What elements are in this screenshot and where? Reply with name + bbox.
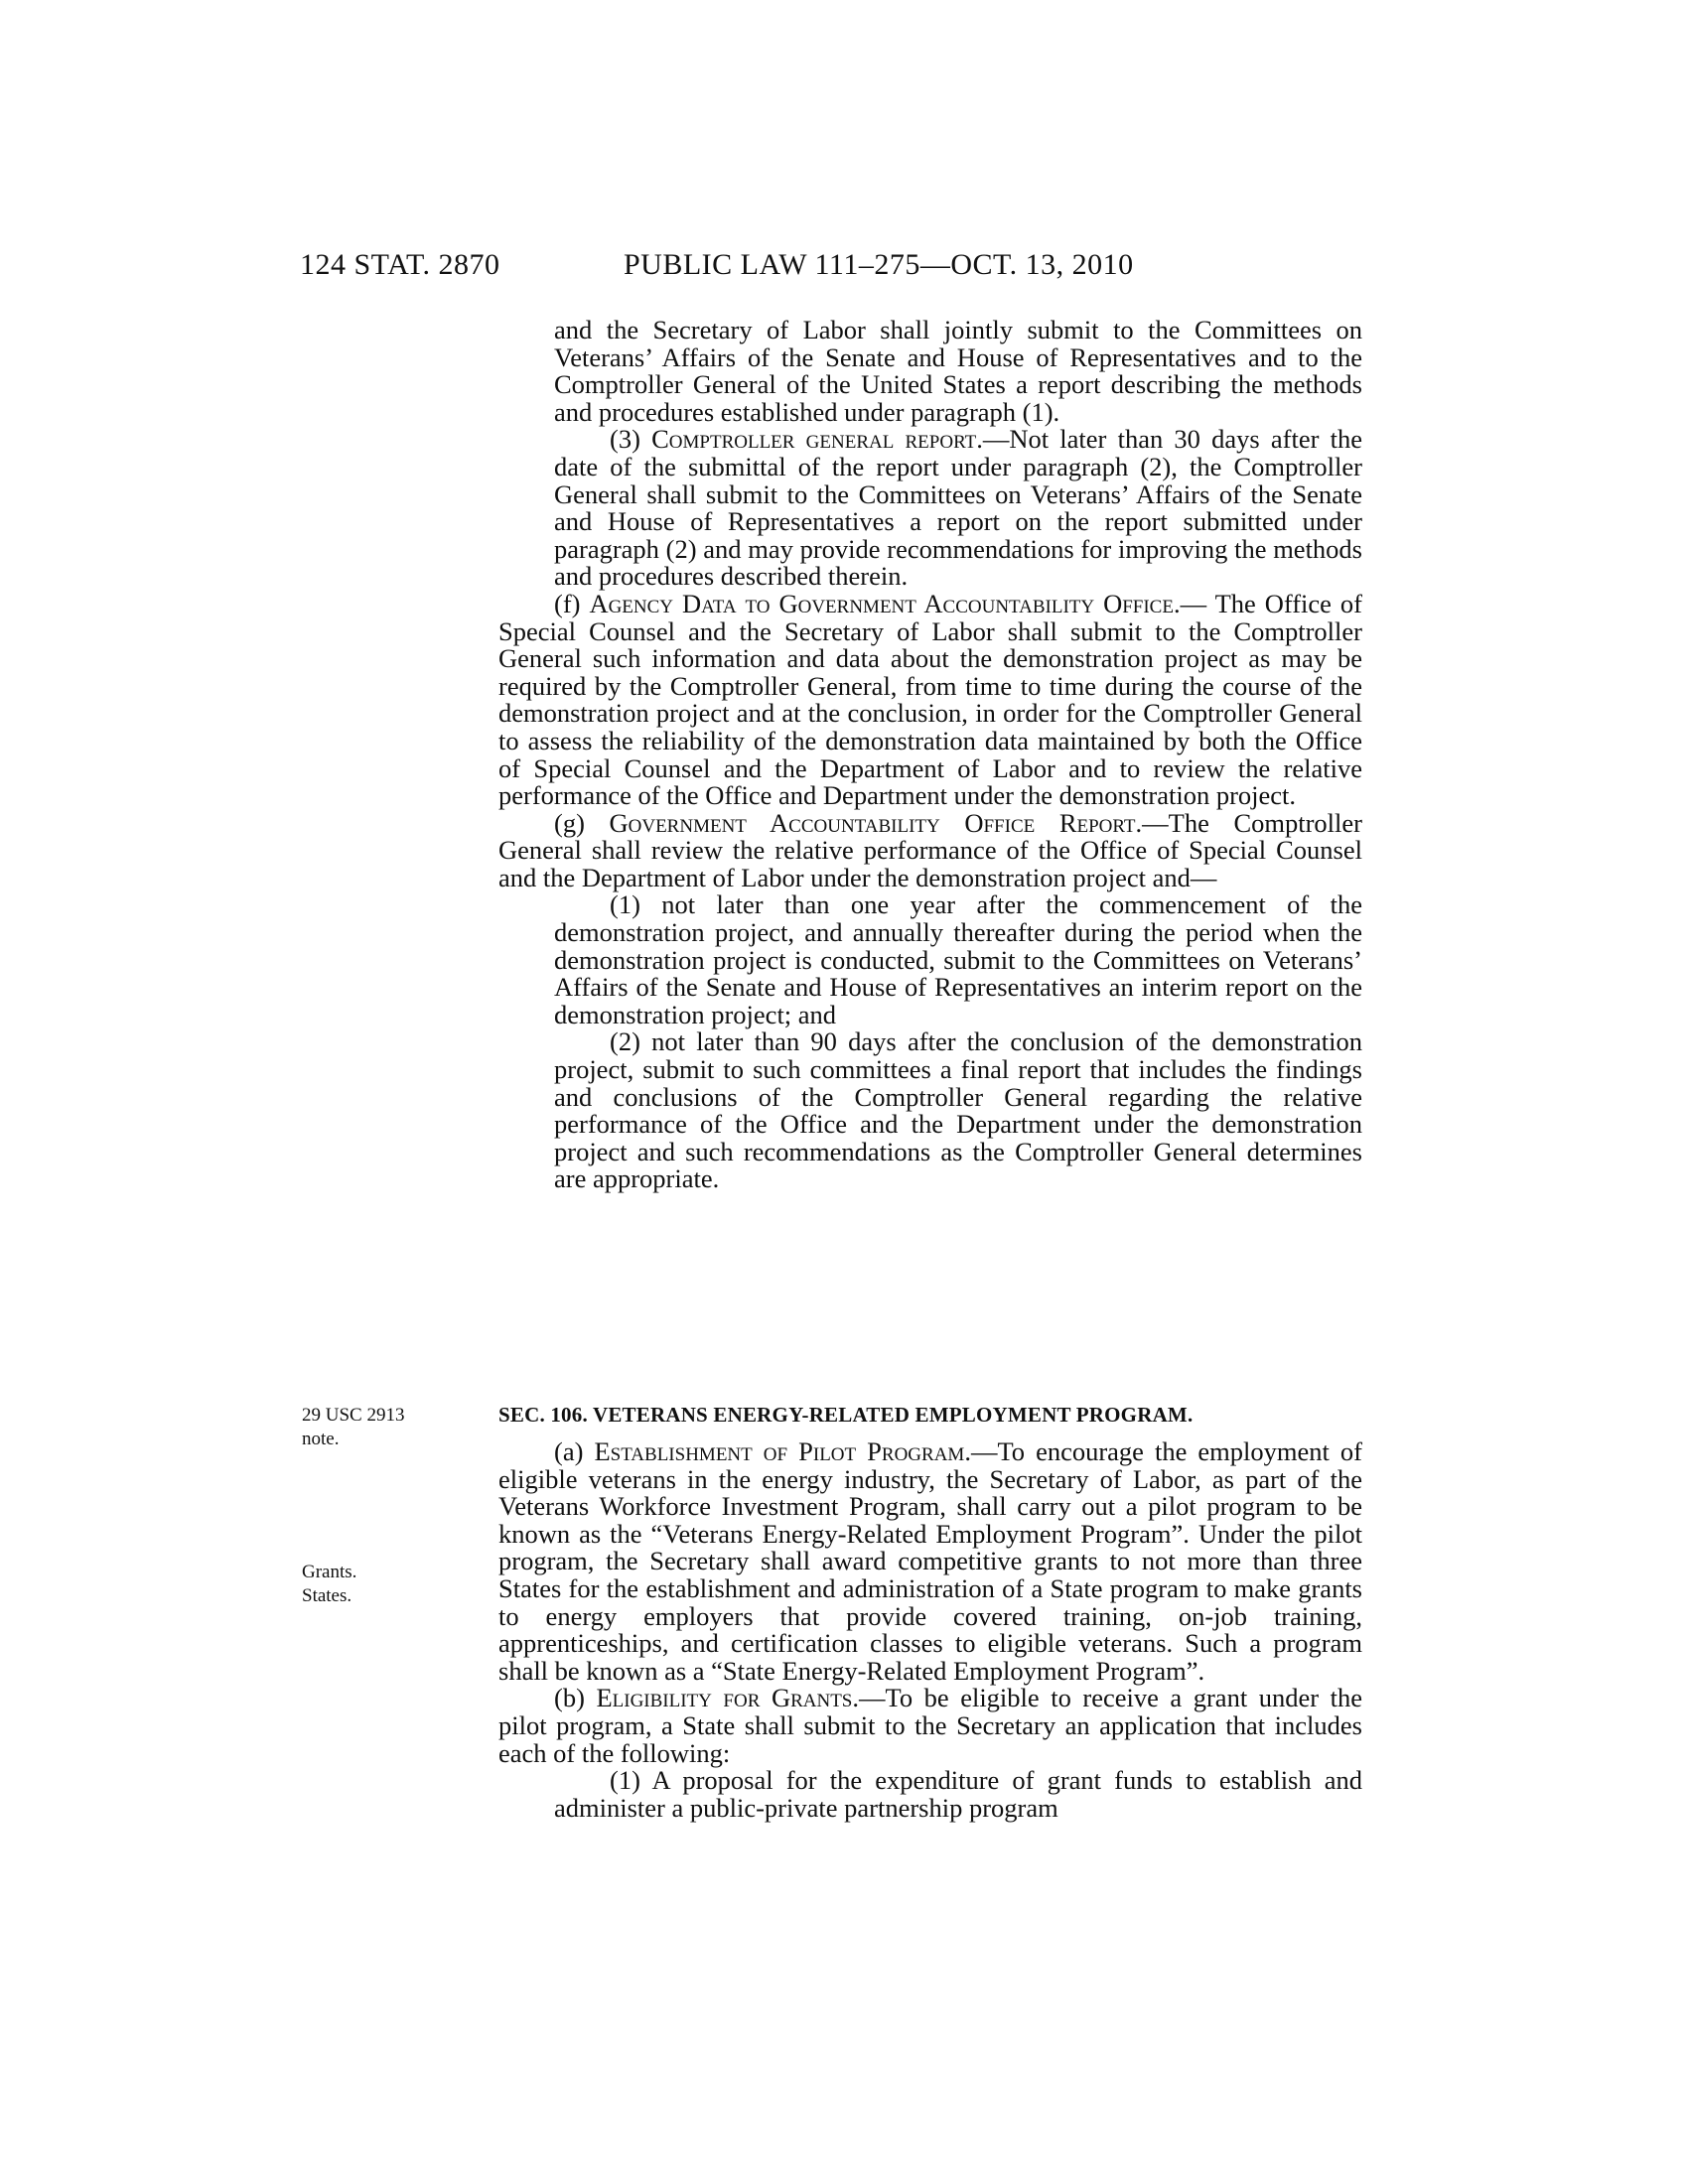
paragraph-b-1: (1) A proposal for the expenditure of grant funds to establish and administer a public-private partnership program	[554, 1765, 1362, 1823]
paragraph-g-2: (2) not later than 90 days after the conclusion of the demonstration project, submit to such committees a final report that includes the findings and conclusions of the Comptroller General regarding the relative performance of the Office and the Department under the demonstration project and such recommendations as the Comptroller General determines are appropriate.	[554, 1026, 1362, 1194]
subsection-text: .—To be eligible to receive a grant under the pilot program, a State shall submit to the Secretary an application that includes each of the following:	[498, 1683, 1362, 1768]
subsection-number: (g)	[554, 807, 610, 838]
subsection-text: .—The Comptroller General shall review the relative performance of the Office of Special Counsel and the Department of Labor under the demonstration project and—	[498, 807, 1362, 892]
margin-note-line: 29 USC 2913	[302, 1405, 405, 1426]
page-header	[300, 248, 1362, 288]
public-law-title: PUBLIC LAW 111–275—OCT. 13, 2010	[624, 248, 1134, 281]
subsection-a-pilot-program	[498, 1438, 1362, 1685]
margin-note-usc-citation	[302, 1404, 404, 1451]
subsection-heading: Government Accountability Office Report	[609, 807, 1136, 838]
continued-paragraph: and the Secretary of Labor shall jointly submit to the Committees on Veterans’ Affairs of the Senate and House of Representatives and to the Comptroller General of the United States a report describing the methods and procedures established under paragraph (1).	[554, 315, 1362, 427]
section-heading: SEC. 106. VETERANS ENERGY-RELATED EMPLOYMENT PROGRAM.	[498, 1403, 1194, 1427]
paragraph-heading: Comptroller general report	[651, 424, 977, 455]
paragraph-3-comptroller-report	[498, 426, 1362, 591]
statute-page-reference: 124 STAT. 2870	[300, 248, 500, 281]
subsection-number: (a)	[554, 1436, 595, 1466]
margin-note-line: Grants.	[302, 1562, 357, 1582]
subsection-b-eligibility	[498, 1685, 1362, 1767]
paragraph-text: .—Not later than 30 days after the date of the submittal of the report under paragraph (2), the Comptroller General shall submit to the Committees on Veterans’ Affairs of the Senate and House of Representatives a report on the report submitted under paragraph (2) and may provide recommendations for improving the methods and procedures described therein.	[554, 424, 1363, 592]
subsection-heading: Agency Data to Government Accountability Office	[589, 588, 1174, 618]
subsection-f-agency-data	[498, 588, 1362, 811]
subsection-heading: Establishment of Pilot Program	[594, 1436, 965, 1466]
body-text-section-106	[498, 1438, 1362, 1822]
subsection-number: (f)	[554, 588, 590, 618]
margin-note-grants-states	[302, 1561, 356, 1608]
margin-note-line: note.	[302, 1429, 340, 1449]
subsection-heading: Eligibility for Grants	[596, 1683, 853, 1713]
body-text-upper	[498, 317, 1362, 1193]
subsection-number: (b)	[554, 1683, 597, 1713]
paragraph-number: (3)	[610, 424, 652, 455]
subsection-text: .— The Office of Special Counsel and the Secretary of Labor shall submit to the Comptroller General such information and data about the demonstration project as may be required by the Comptroller General, from time to time during the course of the demonstration project and at the conclusion, in order for the Comptroller General to assess the reliability of the demonstration data maintained by both the Office of Special Counsel and the Department of Labor and to review the relative performance of the Office and Department under the demonstration project.	[498, 588, 1362, 811]
subsection-g-gao-report	[498, 807, 1362, 892]
paragraph-g-1: (1) not later than one year after the commencement of the demonstration project, and annually thereafter during the period when the demonstration project is conducted, submit to the Committees on Veterans’ Affairs of the Senate and House of Representatives an interim report on the demonstration project; and	[554, 889, 1362, 1029]
margin-note-line: States.	[302, 1585, 352, 1606]
subsection-text: .—To encourage the employment of eligible veterans in the energy industry, the Secretary of Labor, as part of the Veterans Workforce Investment Program, shall carry out a pilot program to be known as the “Veterans Energy-Related Employment Program”. Under the pilot program, the Secretary shall award competitive grants to not more than three States for the establishment and administration of a State program to make grants to energy employers that provide covered training, on-job training, apprenticeships, and certification classes to eligible veterans. Such a program shall be known as a “State Energy-Related Employment Program”.	[498, 1436, 1362, 1686]
